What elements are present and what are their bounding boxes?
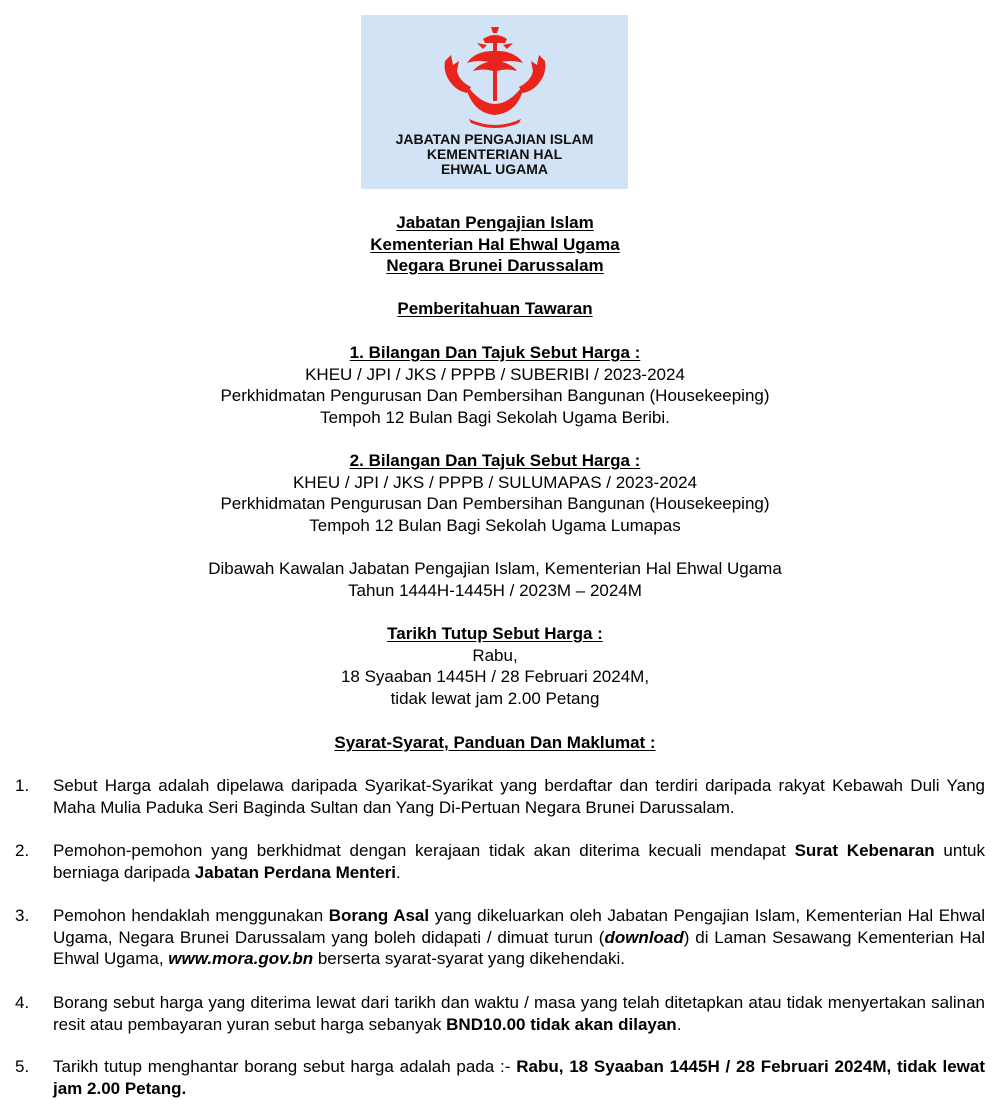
condition-number: 4.	[15, 993, 30, 1012]
tender-2-service: Perkhidmatan Pengurusan Dan Pembersihan Bangunan (Housekeeping)	[220, 494, 770, 513]
condition-bold-text: Jabatan Perdana Menteri	[194, 862, 397, 882]
notice-title-block	[100, 298, 890, 320]
condition-number: 5.	[15, 1057, 30, 1076]
logo-wordmark	[361, 132, 628, 177]
notice-title: Pemberitahuan Tawaran	[397, 299, 593, 318]
tender-1-duration: Tempoh 12 Bulan Bagi Sekolah Ugama Beribi.	[320, 407, 670, 427]
condition-number: 1.	[15, 776, 30, 795]
control-statement	[100, 558, 890, 601]
condition-text-part: .	[676, 1014, 682, 1034]
closing-date-value: 18 Syaaban 1445H / 28 Februari 2024M,	[340, 667, 650, 686]
condition-text-part: Tarikh tutup menghantar borang sebut harga adalah pada :-	[53, 1057, 517, 1076]
tender-1-service: Perkhidmatan Pengurusan Dan Pembersihan Bangunan (Housekeeping)	[220, 386, 770, 405]
condition-text	[53, 1056, 985, 1099]
tender-1-heading: 1. Bilangan Dan Tajuk Sebut Harga :	[349, 343, 641, 362]
closing-time: tidak lewat jam 2.00 Petang	[390, 688, 600, 708]
tender-2	[100, 450, 890, 536]
logo-text-line: KEMENTERIAN HAL	[426, 146, 563, 162]
download-term: download	[604, 927, 684, 947]
conditions-heading-block	[100, 732, 890, 754]
condition-bold-text: BND10.00 tidak akan dilayan	[446, 1014, 677, 1034]
condition-text-part: Borang sebut harga yang diterima lewat dari tarikh dan waktu / masa yang telah ditetapkan atau tidak menyertakan salinan resit atau pembayaran yuran sebut harga sebanyak	[53, 993, 985, 1034]
condition-text-part: Pemohon hendaklah menggunakan	[53, 906, 329, 925]
brunei-crest-icon	[439, 21, 551, 131]
condition-text-part: untuk berniaga daripada	[53, 841, 986, 882]
closing-day: Rabu,	[472, 645, 518, 665]
condition-text	[53, 905, 985, 970]
header-line: Kementerian Hal Ehwal Ugama	[370, 234, 620, 254]
condition-number: 2.	[15, 841, 30, 860]
header-line: Jabatan Pengajian Islam	[396, 213, 594, 232]
condition-bold-text: Rabu, 18 Syaaban 1445H / 28 Februari 2024M, tidak lewat jam 2.00 Petang.	[53, 1057, 985, 1098]
condition-number: 3.	[15, 906, 30, 925]
ministry-logo	[361, 15, 628, 189]
tender-2-duration: Tempoh 12 Bulan Bagi Sekolah Ugama Lumapas	[309, 515, 681, 535]
condition-text-part: Pemohon-pemohon yang berkhidmat dengan kerajaan tidak akan diterima kecuali mendapat	[53, 841, 795, 860]
closing-heading: Tarikh Tutup Sebut Harga :	[387, 624, 603, 643]
condition-text-part: berserta syarat-syarat yang dikehendaki.	[313, 949, 625, 968]
tender-1	[100, 342, 890, 428]
condition-text: Sebut Harga adalah dipelawa daripada Syarikat-Syarikat yang berdaftar dan terdiri daripada rakyat Kebawah Duli Yang Maha Mulia Paduka Seri Baginda Sultan dan Yang Di-Pertuan Negara Brunei Darussalam.	[53, 776, 985, 817]
tender-2-heading: 2. Bilangan Dan Tajuk Sebut Harga :	[349, 451, 641, 470]
website-link[interactable]: www.mora.gov.bn	[168, 949, 314, 968]
condition-text	[53, 992, 985, 1035]
conditions-heading: Syarat-Syarat, Panduan Dan Maklumat :	[334, 733, 656, 752]
logo-text-line: EHWAL UGAMA	[440, 161, 549, 177]
department-header	[100, 212, 890, 277]
control-line-2: Tahun 1444H-1445H / 2023M – 2024M	[348, 580, 642, 600]
header-line: Negara Brunei Darussalam	[386, 256, 604, 275]
condition-text-part: .	[396, 862, 401, 882]
tender-2-ref: KHEU / JPI / JKS / PPPB / SULUMAPAS / 2023-2024	[292, 472, 698, 492]
condition-text-part: ) di Laman Sesawang Kementerian Hal Ehwal Ugama,	[53, 927, 985, 968]
tender-1-ref: KHEU / JPI / JKS / PPPB / SUBERIBI / 2023-2024	[305, 364, 685, 384]
logo-text-line: JABATAN PENGAJIAN ISLAM	[395, 131, 594, 147]
condition-bold-text: Surat Kebenaran	[794, 841, 935, 860]
control-line-1: Dibawah Kawalan Jabatan Pengajian Islam, Kementerian Hal Ehwal Ugama	[208, 559, 782, 578]
condition-text	[53, 840, 985, 883]
closing-date	[100, 623, 890, 709]
condition-text-part: yang dikeluarkan oleh Jabatan Pengajian Islam, Kementerian Hal Ehwal Ugama, Negara Brunei Darussalam yang boleh didapati / dimuat turun (	[53, 906, 986, 947]
condition-bold-text: Borang Asal	[328, 906, 430, 925]
